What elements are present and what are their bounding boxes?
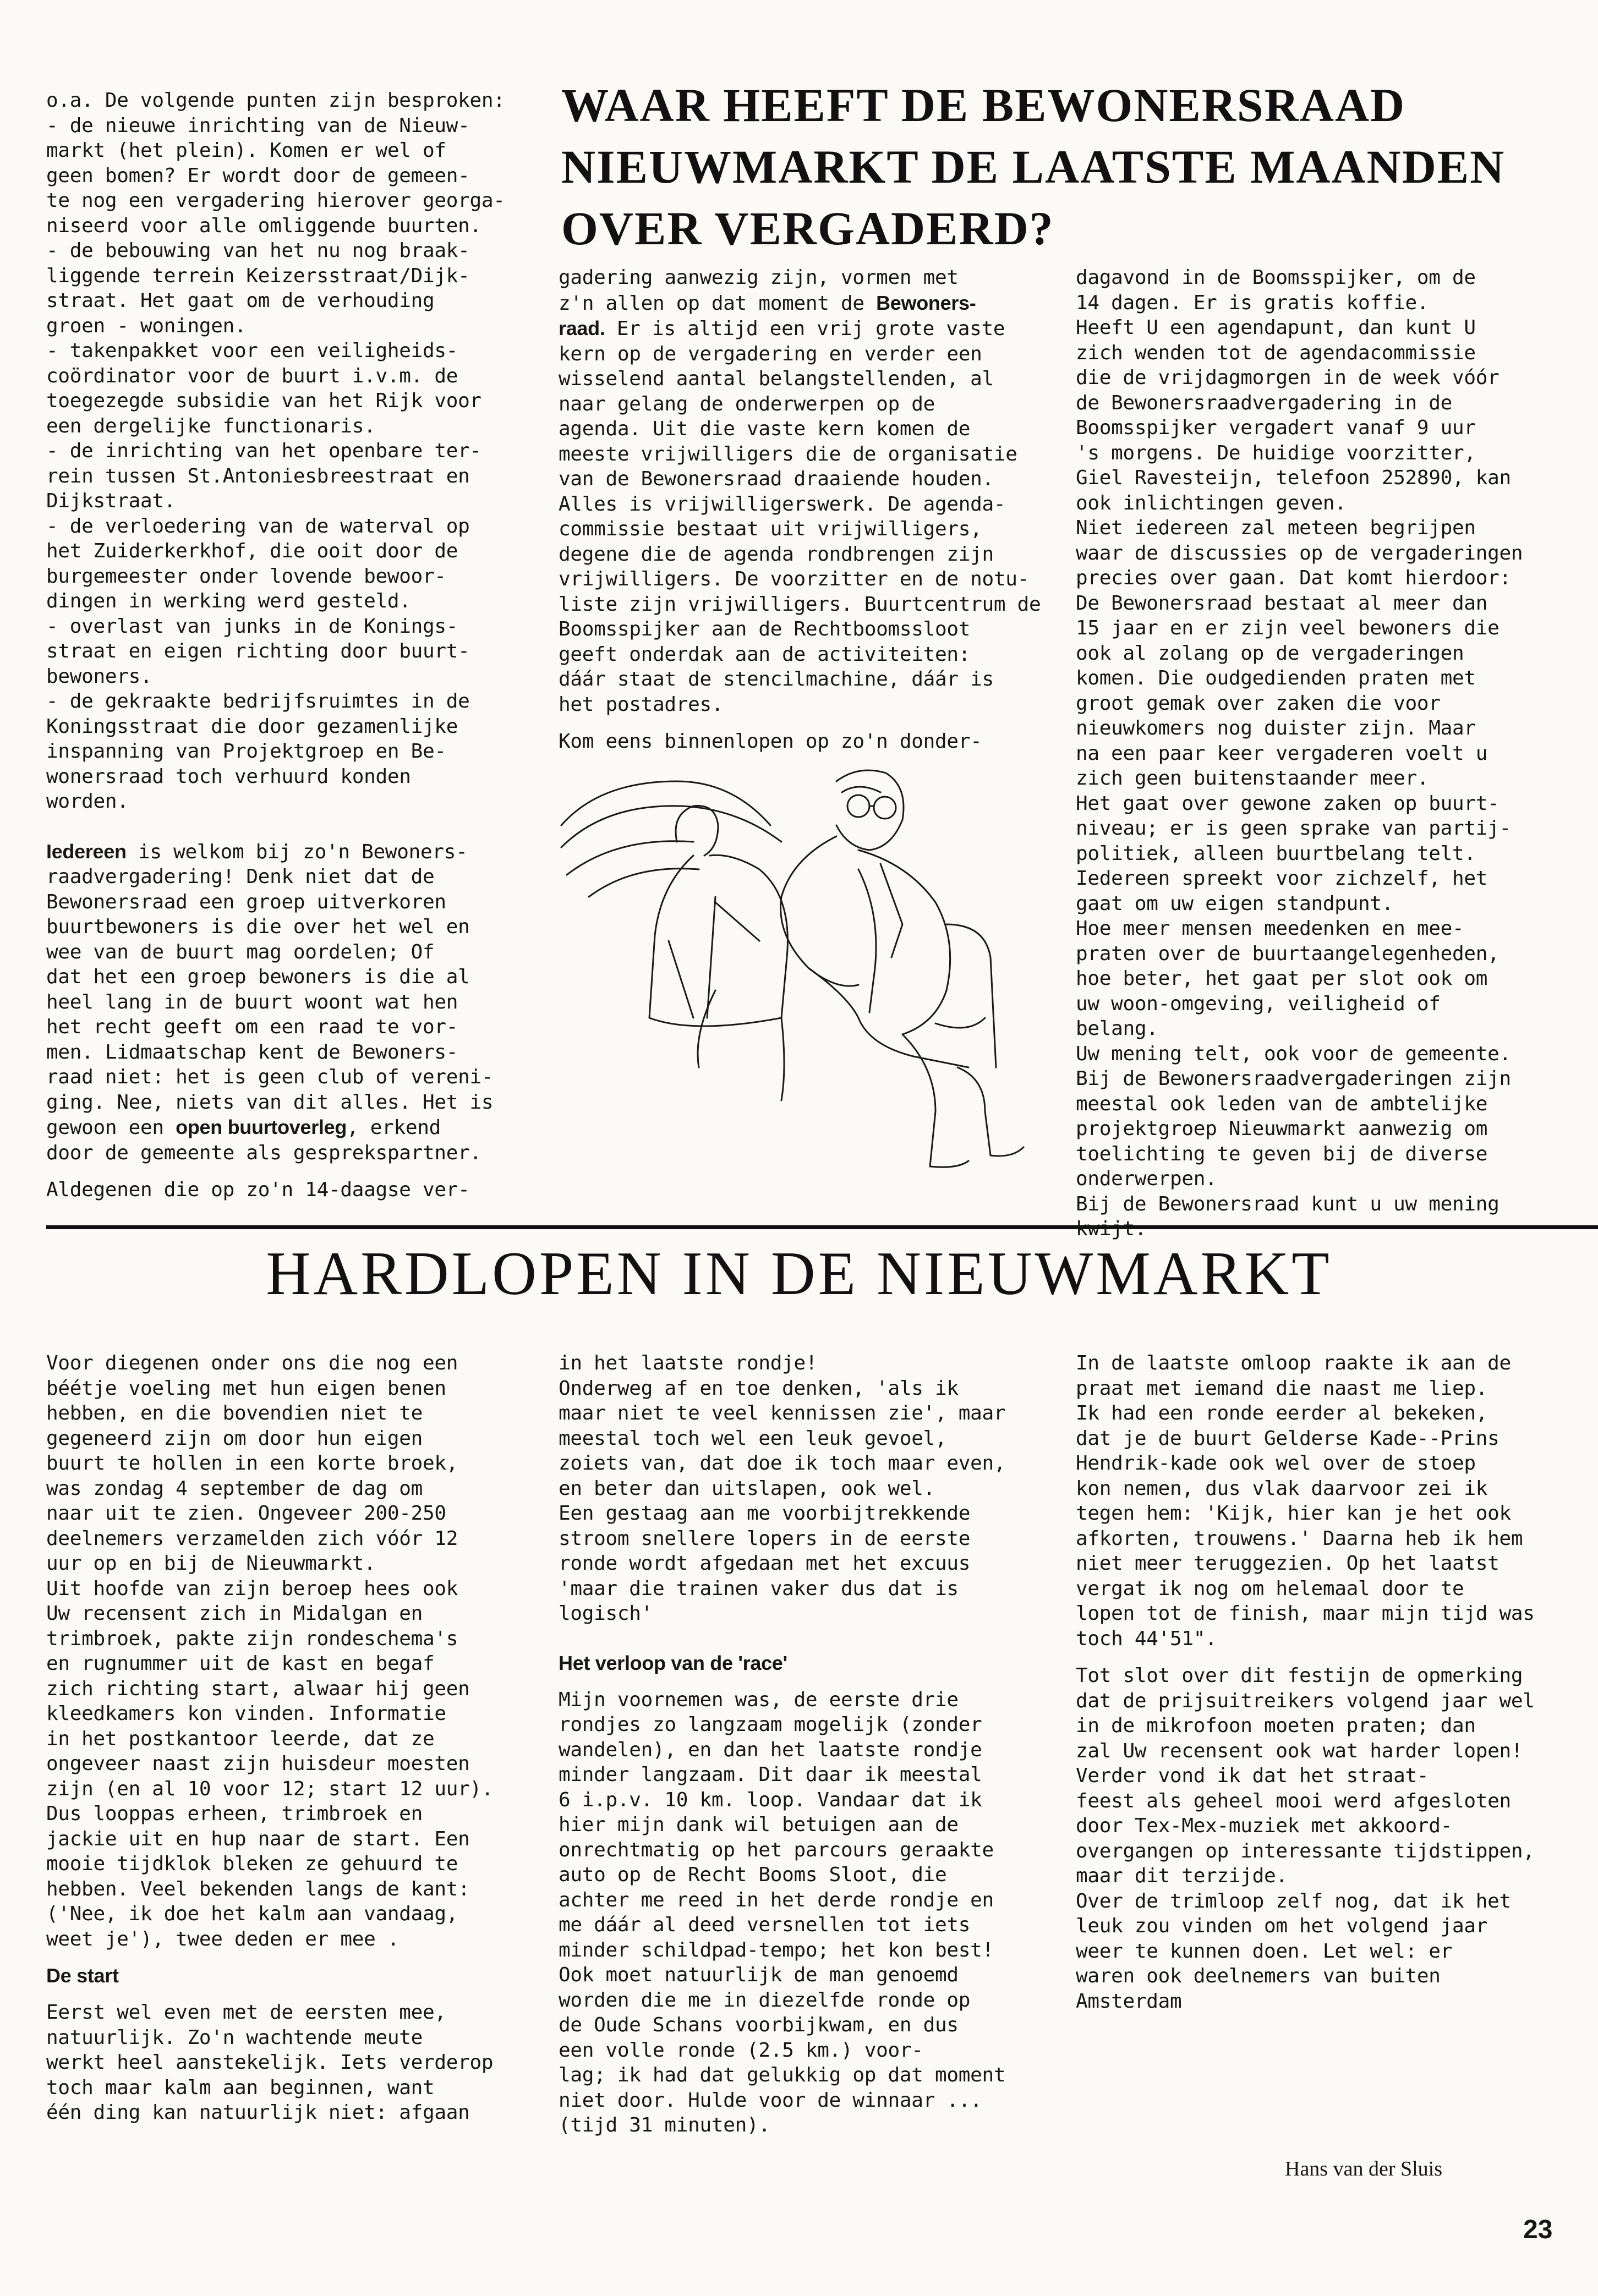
article1-col1-paragraph-2 <box>46 839 530 1166</box>
text-run: Er is altijd een vrij grote vaste kern op de vergadering en verder een wisselend aantal belangstellenden, al naar gelang de onderwerpen op de agenda. Uit die vaste kern komen de meeste vrijwilligers die de organisatie van de Bewonersraad draaiende houden. Alles is vrijwilligerswerk. De agenda- commissie bestaat uit vrijwilligers, degene die de agenda rondbrengen zijn vrijwilligers. De voorzitter en de notu- liste zijn vrijwilligers. Buurtcentrum de Boomsspijker aan de Rechtboomssloot geeft onderdak aan de activiteiten: dáár staat de stencilmachine, dáár is het postadres. <box>559 317 1041 716</box>
article2-column-1 <box>46 1351 530 2125</box>
article1-col2-paragraph-2: Kom eens binnenlopen op zo'n donder- <box>559 730 982 753</box>
meeting-sketch-illustration <box>550 759 1057 1194</box>
article2-col1-paragraph-1: Voor diegenen onder ons die nog een béétje voeling met hun eigen benen hebben, en die bovendien niet te gegeneerd zijn om door hun eigen buurt te hollen in een korte broek, was zondag 4 september de dag om naar uit te zien. Ongeveer 200-250 deelnemers verzamelden zich vóór 12 uur op en bij de Nieuwmarkt. Uit hoofde van zijn beroep hees ook Uw recensent zich in Midalgan en trimbroek, pakte zijn rondeschema's en rugnummer uit de kast en begaf zich richting start, alwaar hij geen kleedkamers kon vinden. Informatie in het postkantoor leerde, dat ze ongeveer naast zijn huisdeur moesten zijn (en al 10 voor 12; start 12 uur). Dus looppas erheen, trimbroek en jackie uit en hup naar de start. Een mooie tijdklok bleken ze gehuurd te hebben. Veel bekenden langs de kant: ('Nee, ik doe het kalm aan vandaag, weet je'), twee deden er mee . <box>46 1352 494 1950</box>
article1-column-1 <box>46 88 530 1203</box>
text-run: is welkom bij zo'n Bewoners- raadvergadering! Denk niet dat de Bewonersraad een groep uitverkoren buurtbewoners is die over het wel en wee van de buurt mag oordelen; Of dat het een groep bewoners is die al heel lang in de buurt woont wat hen het recht geeft om een raad te vor- men. Lidmaatschap kent de Bewoners- raad niet: het is geen club of vereni- ging. Nee, niets van dit alles. Het is gewoon een <box>46 840 494 1139</box>
article2-column-2 <box>559 1351 1054 2138</box>
author-signature: Hans van der Sluis <box>1285 2157 1443 2180</box>
article2-col3-paragraph-2: Tot slot over dit festijn de opmerking dat de prijsuitreikers volgend jaar wel in de mikrofoon moeten praten; dan zal Uw recensent ook wat harder lopen! Verder vond ik dat het straat- feest als geheel mooi werd afgesloten door Tex-Mex-muziek met akkoord- overgangen op interessante tijdstippen, maar dit terzijde. Over de trimloop zelf nog, dat ik het leuk zou vinden om het volgend jaar weer te kunnen doen. Let wel: er waren ook deelnemers van buiten Amsterdam <box>1076 1664 1535 2013</box>
section-divider-rule <box>46 1225 1598 1229</box>
article2-headline: HARDLOPEN IN DE NIEUWMARKT <box>266 1240 1332 1308</box>
article1-column-3 <box>1076 265 1596 1242</box>
text-run: , erkend door de gemeente als gesprekspartner. <box>46 1116 481 1164</box>
article2-col3-paragraph-1: In de laatste omloop raakte ik aan de praat met iemand die naast me liep. Ik had een ronde eerder al bekeken, dat je de buurt Gelderse Kade--Prins Hendrik-kade ook wel over de stoep kon nemen, dus vlak daarvoor zei ik tegen hem: 'Kijk, hier kan je het ook afkorten, trouwens.' Daarna heb ik hem niet meer teruggezien. Op het laatst vergat ik nog om helemaal door te lopen tot de finish, maar mijn tijd was toch 44'51". <box>1076 1352 1535 1650</box>
article2-subhead-de-start: De start <box>46 1964 119 1987</box>
article1-col1-paragraph-3: Aldegenen die op zo'n 14-daagse ver- <box>46 1179 470 1201</box>
headline-line-2: NIEUWMARKT DE LAATSTE MAANDEN <box>561 140 1506 193</box>
article2-col2-paragraph-2: Mijn voornemen was, de eerste drie rondjes zo langzaam mogelijk (zonder wandelen), en dan het laatste rondje minder langzaam. Dit daar ik meestal 6 i.p.v. 10 km. loop. Vandaar dat ik hier mijn dank wil betuigen aan de onrechtmatig op het parcours geraakte auto op de Recht Booms Sloot, die achter me reed in het derde rondje en me dáár al deed versnellen tot iets minder schildpad-tempo; het kon best! Ook moet natuurlijk de man genoemd worden die me in diezelfde ronde op de Oude Schans voorbijkwam, en dus een volle ronde (2.5 km.) voor- lag; ik had dat gelukkig op dat moment niet door. Hulde voor de winnaar ... (tijd 31 minuten). <box>559 1688 1006 2136</box>
article1-col1-paragraph-1: o.a. De volgende punten zijn besproken: - de nieuwe inrichting van de Nieuw- markt (het plein). Komen er wel of geen bomen? Er wordt door de gemeen- te nog een vergadering hierover georga- niseerd voor alle omliggende buurten. - de bebouwing van het nu nog braak- liggende terrein Keizersstraat/Dijk- straat. Het gaat om de verhouding groen - woningen. - takenpakket voor een veiligheids- coördinator voor de buurt i.v.m. de toegezegde subsidie van het Rijk voor een dergelijke functionaris. - de inrichting van het openbare ter- rein tussen St.Antoniesbreestraat en Dijkstraat. - de verloedering van de waterval op het Zuiderkerkhof, die ooit door de burgemeester onder lovende bewoor- dingen in werking werd gesteld. - overlast van junks in de Konings- straat en eigen richting door buurt- bewoners. - de gekraakte bedrijfsruimtes in de Koningsstraat die door gezamenlijke inspanning van Projektgroep en Be- wonersraad toch verhuurd konden worden. <box>46 89 505 813</box>
article1-headline <box>561 74 1590 259</box>
headline-line-3: OVER VERGADERD? <box>561 202 1054 255</box>
bold-phrase: open buurtoverleg <box>176 1116 347 1138</box>
article2-col1-paragraph-2: Eerst wel even met de eersten mee, natuurlijk. Zo'n wachtende meute werkt heel aanstekelijk. Iets verderop toch maar kalm aan beginnen, want één ding kan natuurlijk niet: afgaan <box>46 2001 494 2124</box>
article1-col3-paragraph-1: dagavond in de Boomsspijker, om de 14 dagen. Er is gratis koffie. Heeft U een agendapunt, dan kunt U zich wenden tot de agendacommissie die de vrijdagmorgen in de week vóór de Bewonersraadvergadering in de Boomsspijker vergadert vanaf 9 uur 's morgens. De huidige voorzitter, Giel Ravesteijn, telefoon 252890, kan ook inlichtingen geven. Niet iedereen zal meteen begrijpen waar de discussies op de vergaderingen precies over gaan. Dat komt hierdoor: De Bewonersraad bestaat al meer dan 15 jaar en er zijn veel bewoners die ook al zolang op de vergaderingen komen. Die oudgedienden praten met groot gemak over zaken die voor nieuwkomers nog duister zijn. Maar na een paar keer vergaderen voelt u zich geen buitenstaander meer. Het gaat over gewone zaken op buurt- niveau; er is geen sprake van partij- politiek, alleen buurtbelang telt. Iedereen spreekt voor zichzelf, het gaat om uw eigen standpunt. Hoe meer mensen meedenken en mee- praten over de buurtaangelegenheden, hoe beter, het gaat per slot ook om uw woon-omgeving, veiligheid of belang. Uw mening telt, ook voor de gemeente. Bij de Bewonersraadvergaderingen zijn meestal ook leden van de ambtelijke projektgroep Nieuwmarkt aanwezig om toelichting te geven bij de diverse onderwerpen. Bij de Bewonersraad kunt u uw mening <box>1076 266 1523 1215</box>
article2-subhead-verloop: Het verloop van de 'race' <box>559 1651 787 1674</box>
article2-col2-paragraph-1: in het laatste rondje! Onderweg af en toe denken, 'als ik maar niet te veel kennissen zie', maar meestal toch wel een leuk gevoel, zoiets van, dat doe ik toch maar even, en beter dan uitslapen, ook wel. Een gestaag aan me voorbijtrekkende stroom snellere lopers in de eerste ronde wordt afgedaan met het excuus 'maar die trainen vaker dus dat is logisch' <box>559 1352 1006 1625</box>
page-number: 23 <box>1523 2215 1553 2244</box>
article1-col2-paragraph-1 <box>559 265 1054 717</box>
bold-phrase: Bewoners- raad. <box>559 291 976 339</box>
text-run: gadering aanwezig zijn, vormen met z'n allen op dat moment de <box>559 266 959 315</box>
article1-column-2 <box>559 265 1054 754</box>
article2-column-3 <box>1076 1351 1596 2014</box>
headline-line-1: WAAR HEEFT DE BEWONERSRAAD <box>561 79 1406 131</box>
bold-lead-word: Iedereen <box>46 840 127 863</box>
